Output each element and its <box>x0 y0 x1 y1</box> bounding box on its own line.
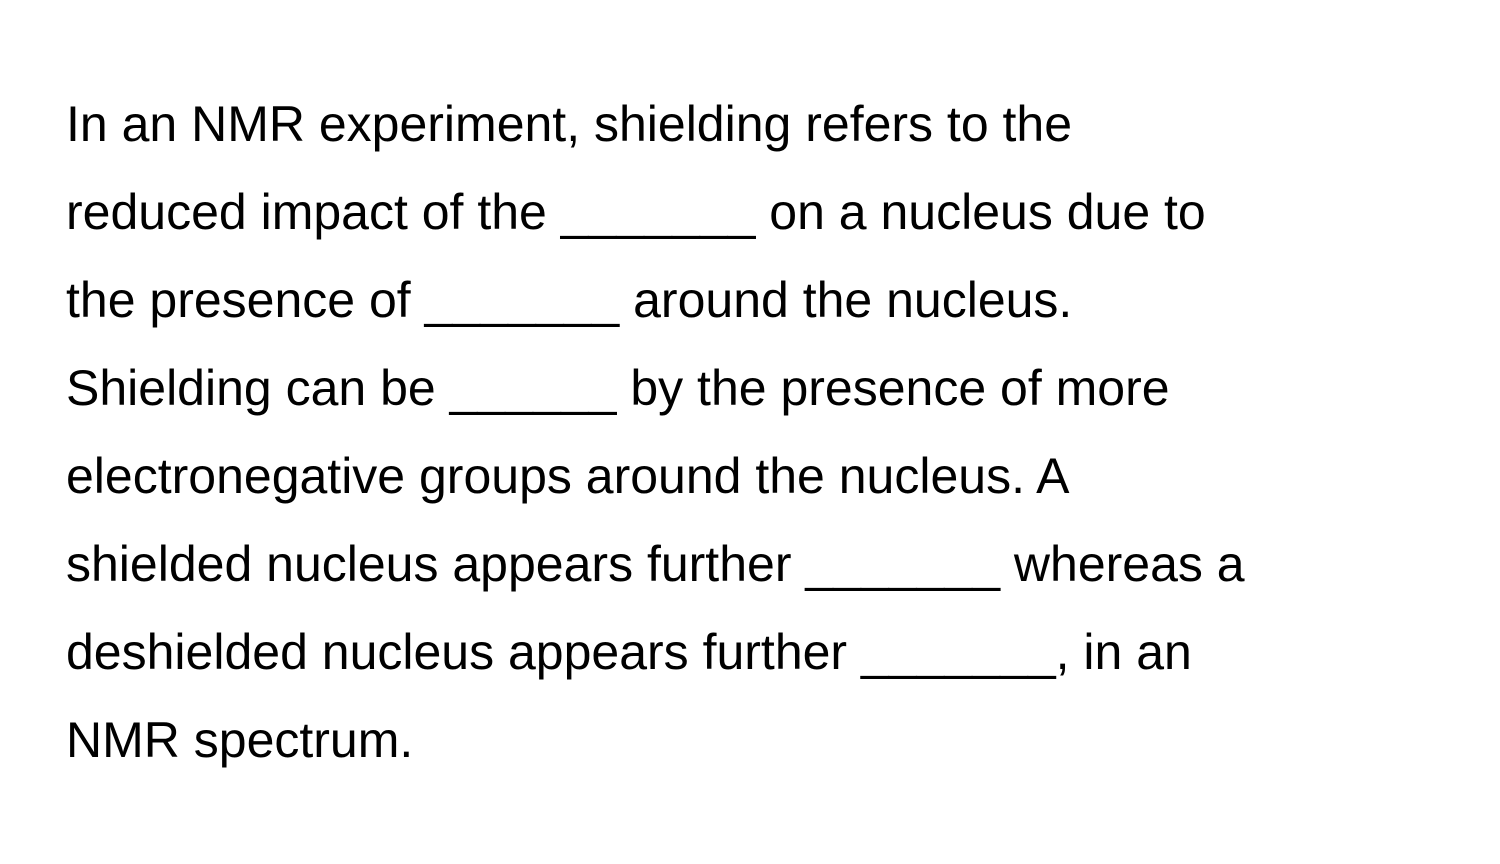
question-line-2: reduced impact of the _______ on a nucleus due to <box>66 184 1206 240</box>
question-line-5: electronegative groups around the nucleus. A <box>66 448 1070 504</box>
question-line-6: shielded nucleus appears further _______ whereas a <box>66 536 1245 592</box>
question-line-3: the presence of _______ around the nucleus. <box>66 272 1073 328</box>
question-line-1: In an NMR experiment, shielding refers to the <box>66 96 1073 152</box>
question-line-4: Shielding can be ______ by the presence of more <box>66 360 1170 416</box>
question-line-8: NMR spectrum. <box>66 712 414 768</box>
question-line-7: deshielded nucleus appears further _______, in an <box>66 624 1192 680</box>
